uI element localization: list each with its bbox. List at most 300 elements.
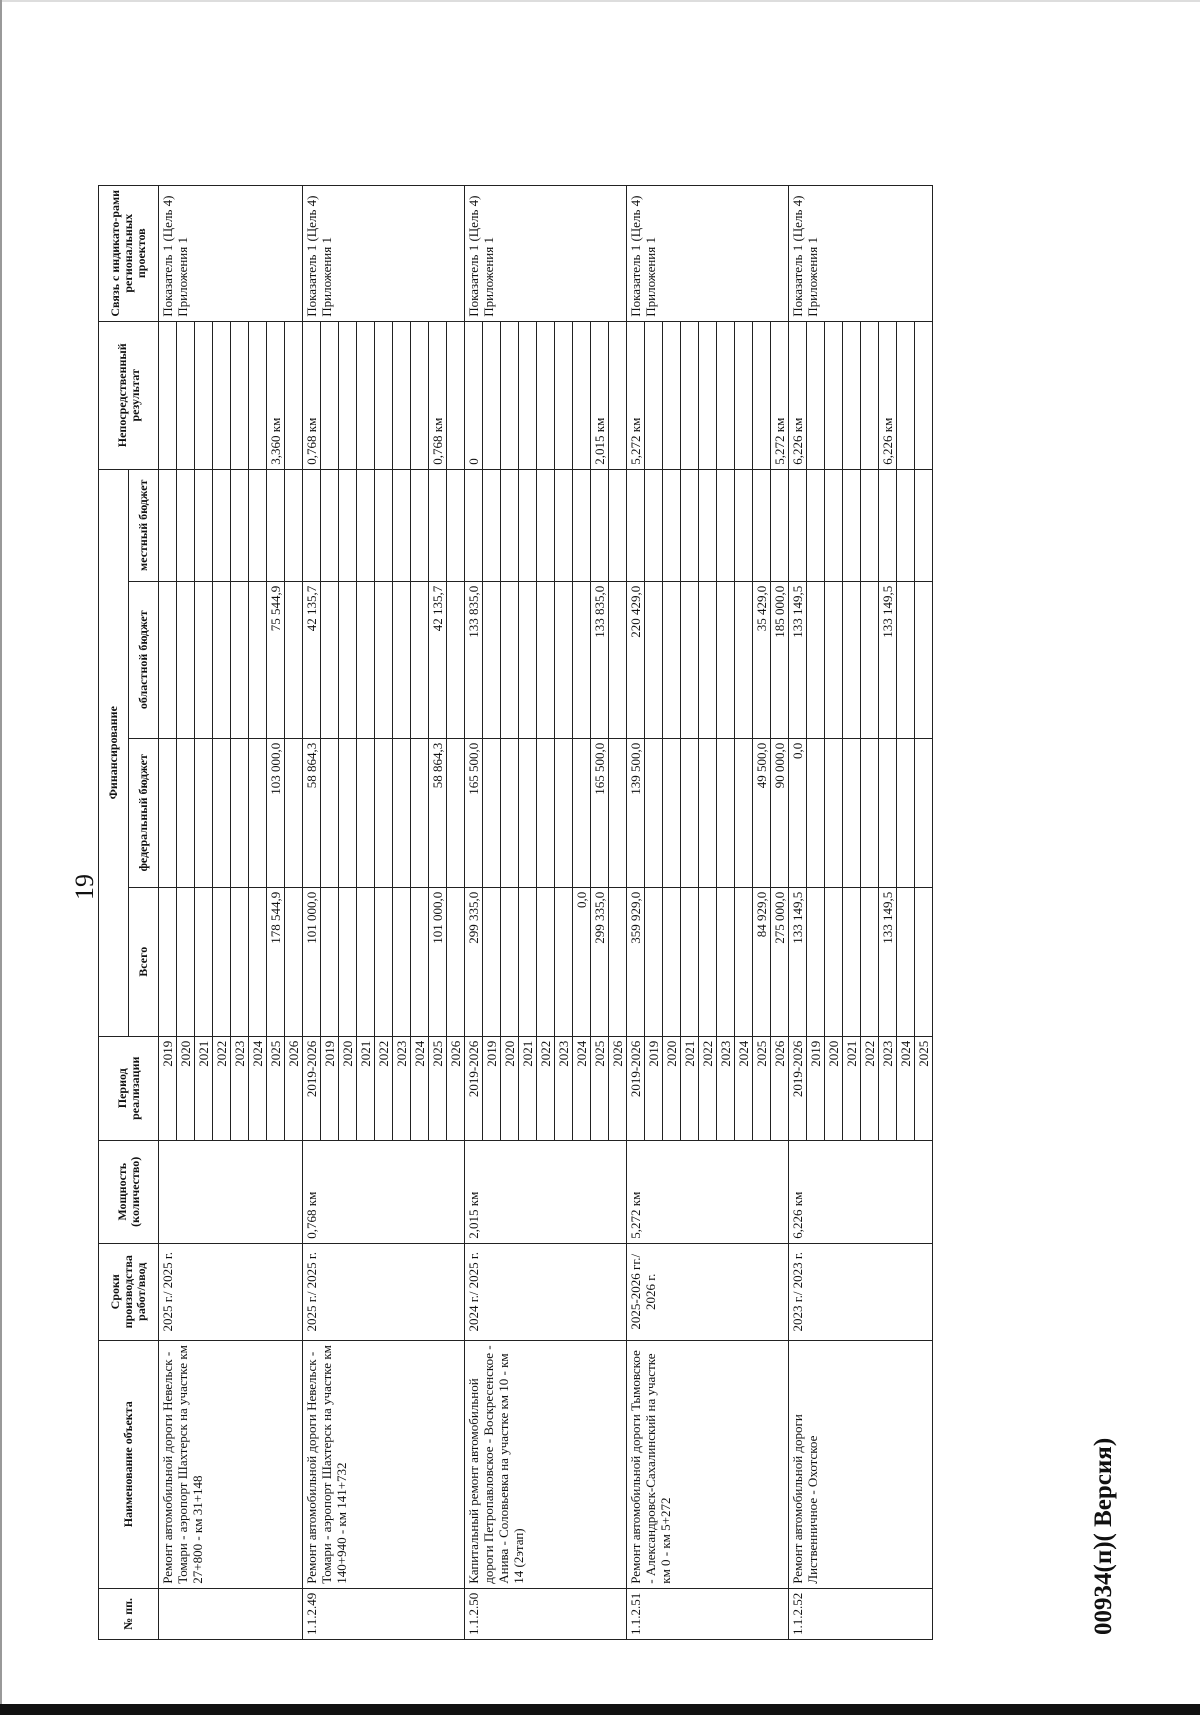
result-value: 6,226 км — [879, 321, 897, 469]
result-value — [375, 321, 393, 469]
total-value — [915, 887, 933, 1036]
regional-value — [357, 581, 375, 738]
header-total: Всего — [129, 887, 159, 1036]
period-year: 2019 — [159, 1036, 177, 1140]
total-value — [897, 887, 915, 1036]
header-financing: Финансирование — [99, 469, 129, 1036]
local-value — [519, 469, 537, 581]
federal-value — [861, 738, 879, 887]
object-name: Капитальный ремонт автомобильной дороги Петропавловское - Воскресенское - Анива - Соловьевка на участке км 10 - км 14 (2этап) — [465, 1340, 627, 1588]
federal-value: 58 864,3 — [303, 738, 321, 887]
table-body — [159, 185, 933, 1639]
item-number: 1.1.2.49 — [303, 1588, 465, 1639]
regional-value: 133 149,5 — [789, 581, 807, 738]
regional-value — [681, 581, 699, 738]
result-value — [681, 321, 699, 469]
total-value — [249, 887, 267, 1036]
federal-value — [681, 738, 699, 887]
local-value — [249, 469, 267, 581]
total-value: 133 149,5 — [879, 887, 897, 1036]
total-value: 101 000,0 — [303, 887, 321, 1036]
regional-value — [609, 581, 627, 738]
result-value — [213, 321, 231, 469]
period-year: 2024 — [411, 1036, 429, 1140]
period-year: 2025 — [429, 1036, 447, 1140]
regional-value: 185 000,0 — [771, 581, 789, 738]
period-year: 2020 — [663, 1036, 681, 1140]
period-year: 2022 — [375, 1036, 393, 1140]
regional-value — [915, 581, 933, 738]
total-value: 0,0 — [573, 887, 591, 1036]
local-value — [303, 469, 321, 581]
federal-value — [483, 738, 501, 887]
capacity-value — [159, 1140, 303, 1243]
federal-value — [213, 738, 231, 887]
regional-value — [555, 581, 573, 738]
header-regional: областной бюджет — [129, 581, 159, 738]
local-value — [591, 469, 609, 581]
result-value — [447, 321, 465, 469]
local-value — [915, 469, 933, 581]
local-value — [627, 469, 645, 581]
total-value: 299 335,0 — [465, 887, 483, 1036]
total-value — [195, 887, 213, 1036]
item-number — [159, 1588, 303, 1639]
federal-value — [807, 738, 825, 887]
local-value — [735, 469, 753, 581]
result-value — [861, 321, 879, 469]
local-value — [447, 469, 465, 581]
result-value: 0,768 км — [303, 321, 321, 469]
local-value — [321, 469, 339, 581]
header-no: № пп. — [99, 1588, 159, 1639]
result-value: 3,360 км — [267, 321, 285, 469]
total-value — [411, 887, 429, 1036]
total-value — [663, 887, 681, 1036]
total-value: 133 149,5 — [789, 887, 807, 1036]
total-value — [537, 887, 555, 1036]
local-value — [159, 469, 177, 581]
period-year: 2021 — [843, 1036, 861, 1140]
table-row — [159, 185, 177, 1639]
period-year: 2022 — [537, 1036, 555, 1140]
period-year: 2019 — [483, 1036, 501, 1140]
page-number: 19 — [70, 874, 99, 900]
period-year: 2023 — [231, 1036, 249, 1140]
local-value — [429, 469, 447, 581]
local-value — [465, 469, 483, 581]
work-deadlines: 2025 г./ 2025 г. — [303, 1243, 465, 1340]
result-value — [717, 321, 735, 469]
period-year: 2022 — [861, 1036, 879, 1140]
result-value — [735, 321, 753, 469]
local-value — [843, 469, 861, 581]
regional-value — [375, 581, 393, 738]
total-value — [681, 887, 699, 1036]
total-value: 275 000,0 — [771, 887, 789, 1036]
result-value: 5,272 км — [627, 321, 645, 469]
federal-value — [519, 738, 537, 887]
federal-value — [195, 738, 213, 887]
regional-value: 42 135,7 — [429, 581, 447, 738]
regional-value — [663, 581, 681, 738]
local-value — [411, 469, 429, 581]
result-value — [825, 321, 843, 469]
total-value — [447, 887, 465, 1036]
result-value — [249, 321, 267, 469]
regional-value — [645, 581, 663, 738]
local-value — [195, 469, 213, 581]
capacity-value: 6,226 км — [789, 1140, 933, 1243]
local-value — [879, 469, 897, 581]
regional-value — [717, 581, 735, 738]
total-value — [159, 887, 177, 1036]
local-value — [213, 469, 231, 581]
header-deadlines: Сроки производства работ/ввод — [99, 1243, 159, 1340]
result-value — [393, 321, 411, 469]
regional-value: 133 835,0 — [591, 581, 609, 738]
period-year: 2019-2026 — [789, 1036, 807, 1140]
period-year: 2024 — [573, 1036, 591, 1140]
period-year: 2020 — [825, 1036, 843, 1140]
total-value: 84 929,0 — [753, 887, 771, 1036]
local-value — [645, 469, 663, 581]
federal-value: 58 864,3 — [429, 738, 447, 887]
indicator-link: Показатель 1 (Цель 4) Приложения 1 — [303, 185, 465, 321]
federal-value — [843, 738, 861, 887]
regional-value — [825, 581, 843, 738]
work-deadlines: 2025 г./ 2025 г. — [159, 1243, 303, 1340]
local-value — [501, 469, 519, 581]
total-value — [285, 887, 303, 1036]
period-year: 2023 — [879, 1036, 897, 1140]
result-value — [645, 321, 663, 469]
total-value — [699, 887, 717, 1036]
local-value — [537, 469, 555, 581]
regional-value: 133 835,0 — [465, 581, 483, 738]
indicator-link: Показатель 1 (Цель 4) Приложения 1 — [159, 185, 303, 321]
header-result: Непосредственный результат — [99, 321, 159, 469]
federal-value — [249, 738, 267, 887]
local-value — [861, 469, 879, 581]
local-value — [699, 469, 717, 581]
regional-value — [213, 581, 231, 738]
federal-value: 0,0 — [789, 738, 807, 887]
capacity-value: 5,272 км — [627, 1140, 789, 1243]
total-value — [555, 887, 573, 1036]
federal-value — [501, 738, 519, 887]
total-value — [519, 887, 537, 1036]
result-value: 5,272 км — [771, 321, 789, 469]
regional-value — [807, 581, 825, 738]
period-year: 2021 — [357, 1036, 375, 1140]
work-deadlines: 2024 г./ 2025 г. — [465, 1243, 627, 1340]
federal-value — [555, 738, 573, 887]
period-year: 2026 — [447, 1036, 465, 1140]
regional-value — [447, 581, 465, 738]
result-value — [321, 321, 339, 469]
regional-value: 133 149,5 — [879, 581, 897, 738]
regional-value — [321, 581, 339, 738]
federal-value — [177, 738, 195, 887]
regional-value — [699, 581, 717, 738]
result-value — [357, 321, 375, 469]
result-value: 6,226 км — [789, 321, 807, 469]
local-value — [375, 469, 393, 581]
total-value — [717, 887, 735, 1036]
object-name: Ремонт автомобильной дороги Лиственничное - Охотское — [789, 1340, 933, 1588]
federal-value: 90 000,0 — [771, 738, 789, 887]
regional-value: 75 544,9 — [267, 581, 285, 738]
period-year: 2021 — [195, 1036, 213, 1140]
period-year: 2020 — [339, 1036, 357, 1140]
federal-value — [573, 738, 591, 887]
regional-value — [411, 581, 429, 738]
total-value — [177, 887, 195, 1036]
regional-value — [177, 581, 195, 738]
period-year: 2023 — [555, 1036, 573, 1140]
local-value — [681, 469, 699, 581]
total-value: 359 929,0 — [627, 887, 645, 1036]
federal-value — [537, 738, 555, 887]
period-year: 2021 — [519, 1036, 537, 1140]
federal-value — [447, 738, 465, 887]
regional-value: 35 429,0 — [753, 581, 771, 738]
federal-value — [699, 738, 717, 887]
total-value — [861, 887, 879, 1036]
regional-value — [393, 581, 411, 738]
period-year: 2020 — [501, 1036, 519, 1140]
federal-value — [915, 738, 933, 887]
federal-value — [645, 738, 663, 887]
capacity-value: 2,015 км — [465, 1140, 627, 1243]
period-year: 2019 — [807, 1036, 825, 1140]
total-value: 178 544,9 — [267, 887, 285, 1036]
federal-value: 165 500,0 — [465, 738, 483, 887]
table-row — [465, 185, 483, 1639]
total-value — [213, 887, 231, 1036]
federal-value — [357, 738, 375, 887]
financing-table — [98, 185, 933, 1640]
table-row — [627, 185, 645, 1639]
regional-value: 42 135,7 — [303, 581, 321, 738]
total-value — [843, 887, 861, 1036]
period-year: 2025 — [915, 1036, 933, 1140]
result-value: 2,015 км — [591, 321, 609, 469]
local-value — [771, 469, 789, 581]
total-value — [339, 887, 357, 1036]
period-year: 2019-2026 — [627, 1036, 645, 1140]
header-federal: федеральный бюджет — [129, 738, 159, 887]
total-value — [321, 887, 339, 1036]
total-value — [483, 887, 501, 1036]
header-local: местный бюджет — [129, 469, 159, 581]
regional-value — [483, 581, 501, 738]
result-value: 0,768 км — [429, 321, 447, 469]
table-row — [789, 185, 807, 1639]
regional-value — [501, 581, 519, 738]
regional-value: 220 429,0 — [627, 581, 645, 738]
local-value — [573, 469, 591, 581]
period-year: 2023 — [717, 1036, 735, 1140]
result-value — [807, 321, 825, 469]
period-year: 2025 — [753, 1036, 771, 1140]
period-year: 2019-2026 — [465, 1036, 483, 1140]
item-number: 1.1.2.51 — [627, 1588, 789, 1639]
period-year: 2019-2026 — [303, 1036, 321, 1140]
federal-value — [663, 738, 681, 887]
regional-value — [519, 581, 537, 738]
result-value — [753, 321, 771, 469]
federal-value — [717, 738, 735, 887]
total-value — [393, 887, 411, 1036]
period-year: 2021 — [681, 1036, 699, 1140]
result-value — [501, 321, 519, 469]
regional-value — [231, 581, 249, 738]
regional-value — [339, 581, 357, 738]
header-period: Период реализации — [99, 1036, 159, 1140]
federal-value — [879, 738, 897, 887]
regional-value — [861, 581, 879, 738]
local-value — [177, 469, 195, 581]
result-value — [177, 321, 195, 469]
total-value — [735, 887, 753, 1036]
federal-value — [735, 738, 753, 887]
regional-value — [897, 581, 915, 738]
regional-value — [735, 581, 753, 738]
total-value — [375, 887, 393, 1036]
result-value — [573, 321, 591, 469]
total-value — [825, 887, 843, 1036]
federal-value — [411, 738, 429, 887]
total-value — [807, 887, 825, 1036]
federal-value — [339, 738, 357, 887]
federal-value — [321, 738, 339, 887]
local-value — [555, 469, 573, 581]
result-value — [339, 321, 357, 469]
total-value — [501, 887, 519, 1036]
result-value — [843, 321, 861, 469]
local-value — [285, 469, 303, 581]
result-value — [519, 321, 537, 469]
work-deadlines: 2025-2026 гг./ 2026 г. — [627, 1243, 789, 1340]
period-year: 2023 — [393, 1036, 411, 1140]
period-year: 2019 — [321, 1036, 339, 1140]
regional-value — [249, 581, 267, 738]
object-name: Ремонт автомобильной дороги Невельск - Томари - аэропорт Шахтерск на участке км 27+800 - км 31+148 — [159, 1340, 303, 1588]
federal-value: 139 500,0 — [627, 738, 645, 887]
header-capacity: Мощность (количество) — [99, 1140, 159, 1243]
period-year: 2026 — [285, 1036, 303, 1140]
local-value — [393, 469, 411, 581]
total-value — [231, 887, 249, 1036]
result-value — [699, 321, 717, 469]
document-stamp: 00934(п)( Версия) — [1090, 1437, 1117, 1635]
period-year: 2025 — [591, 1036, 609, 1140]
period-year: 2024 — [735, 1036, 753, 1140]
regional-value — [195, 581, 213, 738]
result-value — [609, 321, 627, 469]
item-number: 1.1.2.52 — [789, 1588, 933, 1639]
local-value — [609, 469, 627, 581]
local-value — [897, 469, 915, 581]
local-value — [825, 469, 843, 581]
total-value — [645, 887, 663, 1036]
regional-value — [843, 581, 861, 738]
result-value — [663, 321, 681, 469]
total-value — [357, 887, 375, 1036]
local-value — [483, 469, 501, 581]
local-value — [267, 469, 285, 581]
federal-value: 165 500,0 — [591, 738, 609, 887]
period-year: 2019 — [645, 1036, 663, 1140]
local-value — [753, 469, 771, 581]
period-year: 2024 — [249, 1036, 267, 1140]
regional-value — [537, 581, 555, 738]
result-value — [231, 321, 249, 469]
result-value — [285, 321, 303, 469]
federal-value — [825, 738, 843, 887]
period-year: 2025 — [267, 1036, 285, 1140]
result-value — [159, 321, 177, 469]
capacity-value: 0,768 км — [303, 1140, 465, 1243]
result-value — [411, 321, 429, 469]
table-row — [303, 185, 321, 1639]
period-year: 2026 — [609, 1036, 627, 1140]
period-year: 2024 — [897, 1036, 915, 1140]
work-deadlines: 2023 г./ 2023 г. — [789, 1243, 933, 1340]
header-link: Связь с индикато-рами региональных проектов — [99, 185, 159, 321]
regional-value — [573, 581, 591, 738]
header-name: Наименование объекта — [99, 1340, 159, 1588]
result-value — [555, 321, 573, 469]
result-value — [897, 321, 915, 469]
federal-value — [393, 738, 411, 887]
result-value — [195, 321, 213, 469]
period-year: 2022 — [213, 1036, 231, 1140]
local-value — [807, 469, 825, 581]
result-value — [915, 321, 933, 469]
federal-value — [897, 738, 915, 887]
regional-value — [159, 581, 177, 738]
period-year: 2026 — [771, 1036, 789, 1140]
total-value — [609, 887, 627, 1036]
federal-value: 49 500,0 — [753, 738, 771, 887]
federal-value — [159, 738, 177, 887]
result-value — [483, 321, 501, 469]
period-year: 2022 — [699, 1036, 717, 1140]
result-value — [537, 321, 555, 469]
local-value — [231, 469, 249, 581]
federal-value — [231, 738, 249, 887]
object-name: Ремонт автомобильной дороги Тымовское - Александровск-Сахалинский на участке км 0 - км 5+272 — [627, 1340, 789, 1588]
local-value — [357, 469, 375, 581]
total-value: 299 335,0 — [591, 887, 609, 1036]
regional-value — [285, 581, 303, 738]
local-value — [717, 469, 735, 581]
indicator-link: Показатель 1 (Цель 4) Приложения 1 — [789, 185, 933, 321]
period-year: 2020 — [177, 1036, 195, 1140]
indicator-link: Показатель 1 (Цель 4) Приложения 1 — [465, 185, 627, 321]
local-value — [789, 469, 807, 581]
indicator-link: Показатель 1 (Цель 4) Приложения 1 — [627, 185, 789, 321]
federal-value — [609, 738, 627, 887]
federal-value — [285, 738, 303, 887]
object-name: Ремонт автомобильной дороги Невельск - Томари - аэропорт Шахтерск на участке км 140+940 - км 141+732 — [303, 1340, 465, 1588]
item-number: 1.1.2.50 — [465, 1588, 627, 1639]
result-value: 0 — [465, 321, 483, 469]
federal-value — [375, 738, 393, 887]
